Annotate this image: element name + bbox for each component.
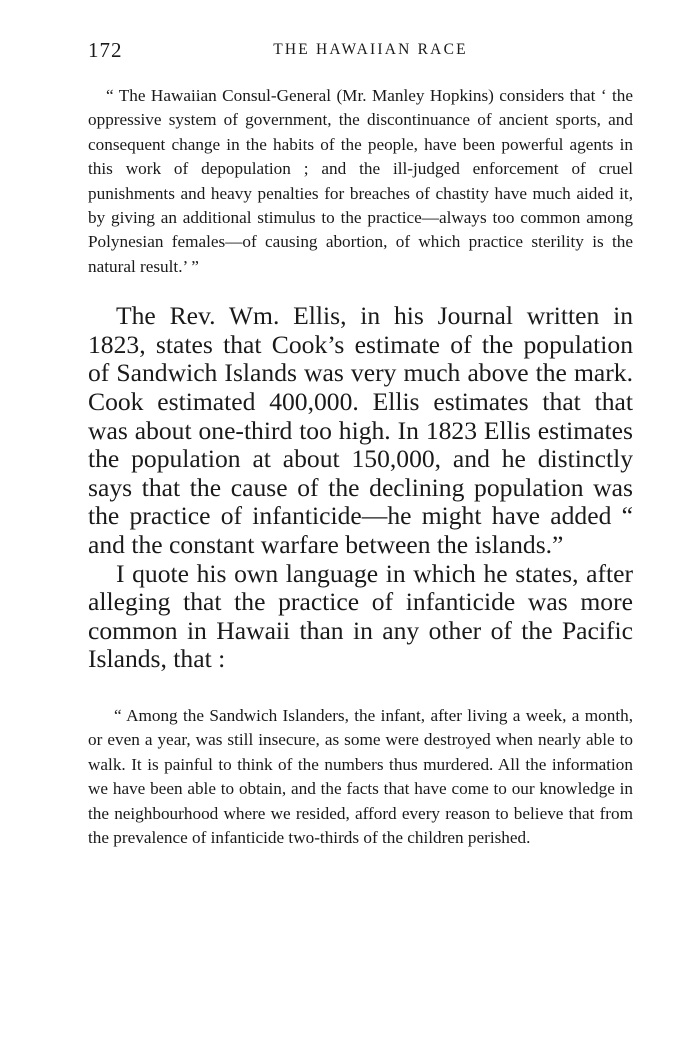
page-header: [88, 38, 633, 68]
paragraph-ellis-journal: The Rev. Wm. Ellis, in his Journal written in 1823, states that Cook’s estimate of the population of Sandwich Islands was very much above the mark. Cook estimated 400,000. Ellis estimates that that was about one-third too high. In 1823 Ellis estimates the population at about 150,000, and he distinctly says that the cause of the declining population was the practice of infanticide—he might have added “ and the constant warfare between the islands.”: [88, 301, 633, 559]
quote-ellis-infanticide: “ Among the Sandwich Islanders, the infant, after living a week, a month, or even a year, was still insecure, as some were destroyed when nearly able to walk. It is painful to think of the numbers thus murdered. All the information we have been able to obtain, and the facts that have come to our knowledge in the neighbourhood where we resided, afford every reason to believe that from the prevalence of infanticide two-thirds of the children perished.: [88, 705, 633, 847]
paragraph-quote-intro: I quote his own language in which he states, after alleging that the practice of infanticide was more common in Hawaii than in any other of the Pacific Islands, that :: [88, 558, 633, 674]
quote-consul-general: “ The Hawaiian Consul-General (Mr. Manley Hopkins) considers that ‘ the oppressive system of government, the discontinuance of ancient sports, and consequent change in the habits of the people, have been powerful agents in this work of depopulation ; and the ill-judged enforcement of cruel punishments and heavy penalties for breaches of chastity have much aided it, by giving an additional stimulus to the practice—always too common among Polynesian females—of causing abortion, of which practice sterility is the natural result.’ ”: [88, 86, 633, 276]
book-page: [88, 38, 633, 850]
running-title: THE HAWAIIAN RACE: [273, 41, 468, 58]
page-number: 172: [88, 38, 123, 62]
